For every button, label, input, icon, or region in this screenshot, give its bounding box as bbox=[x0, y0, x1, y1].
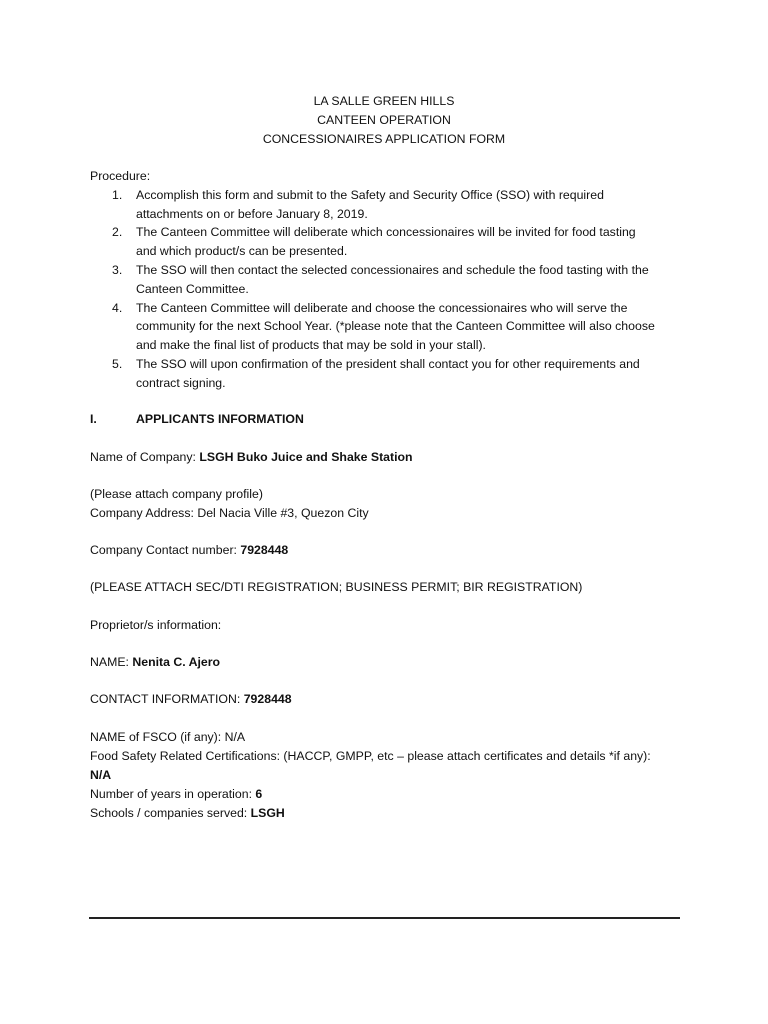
field-value: Nenita C. Ajero bbox=[132, 655, 221, 669]
procedure-item bbox=[90, 223, 690, 261]
item-text-line: The Canteen Committee will deliberate which concessionaires will be invited for food tasting bbox=[136, 225, 636, 240]
field-value: LSGH bbox=[250, 806, 285, 820]
company-name-field bbox=[90, 448, 690, 467]
years-operation-field bbox=[90, 785, 690, 804]
field-label: Name of Company: bbox=[90, 450, 200, 464]
item-text-line: The Canteen Committee will deliberate and choose the concessionaires who will serve the bbox=[136, 300, 628, 315]
item-number: 5. bbox=[112, 356, 123, 371]
proprietor-name-field bbox=[90, 653, 690, 672]
field-label: Food Safety Related Certifications: (HACCP, GMPP, etc – please attach certificates and details *if any): bbox=[90, 749, 651, 763]
item-text-line: attachments on or before January 8, 2019. bbox=[136, 206, 368, 221]
item-text-line: The SSO will then contact the selected concessionaires and schedule the food tasting with the bbox=[136, 262, 649, 277]
section-heading bbox=[90, 410, 690, 429]
item-text-line: community for the next School Year. (*please note that the Canteen Committee will also choose bbox=[136, 319, 655, 334]
procedure-item bbox=[90, 299, 690, 355]
attach-profile-note: (Please attach company profile) bbox=[90, 487, 263, 501]
field-value: N/A bbox=[224, 730, 246, 744]
field-label: CONTACT INFORMATION: bbox=[90, 692, 244, 706]
field-value: 6 bbox=[255, 787, 263, 801]
procedure-list bbox=[90, 186, 690, 393]
field-value: Del Nacia Ville #3, Quezon City bbox=[197, 506, 369, 520]
form-title: CONCESSIONAIRES APPLICATION FORM bbox=[262, 132, 506, 146]
procedure-item bbox=[90, 186, 690, 224]
fsco-field bbox=[90, 728, 690, 747]
company-address-field bbox=[90, 504, 690, 523]
field-label: NAME of FSCO (if any): bbox=[90, 730, 225, 744]
item-text-line: Canteen Committee. bbox=[136, 281, 249, 296]
footer-divider bbox=[89, 917, 680, 919]
item-number: 1. bbox=[112, 187, 123, 202]
field-value: 7928448 bbox=[243, 692, 292, 706]
field-label: Schools / companies served: bbox=[90, 806, 251, 820]
contact-information-field bbox=[90, 690, 690, 709]
item-text-line: The SSO will upon confirmation of the president shall contact you for other requirements and bbox=[136, 356, 640, 371]
item-text-line: and make the final list of products that may be sold in your stall). bbox=[136, 338, 486, 353]
field-label: Company Contact number: bbox=[90, 543, 241, 557]
company-contact-field bbox=[90, 541, 690, 560]
field-value: N/A bbox=[90, 767, 112, 782]
field-label: Number of years in operation: bbox=[90, 787, 256, 801]
field-label: NAME: bbox=[90, 655, 133, 669]
section-title: APPLICANTS INFORMATION bbox=[136, 412, 304, 426]
department-name: CANTEEN OPERATION bbox=[317, 113, 451, 127]
procedure-item bbox=[90, 261, 690, 299]
certifications-field bbox=[90, 747, 690, 785]
item-text-line: Accomplish this form and submit to the Safety and Security Office (SSO) with required bbox=[136, 187, 604, 202]
item-number: 4. bbox=[112, 300, 123, 315]
form-header bbox=[0, 92, 768, 149]
schools-served-field bbox=[90, 804, 690, 823]
procedure-title: Procedure: bbox=[90, 169, 151, 183]
school-name: LA SALLE GREEN HILLS bbox=[313, 94, 455, 108]
item-text-line: contract signing. bbox=[136, 375, 226, 390]
section-numeral: I. bbox=[90, 412, 97, 426]
attach-registration-note: (PLEASE ATTACH SEC/DTI REGISTRATION; BUSINESS PERMIT; BIR REGISTRATION) bbox=[90, 580, 583, 594]
procedure-section bbox=[90, 167, 690, 393]
field-label: Company Address: bbox=[90, 506, 198, 520]
item-number: 2. bbox=[112, 225, 123, 240]
field-value: 7928448 bbox=[240, 543, 289, 557]
procedure-item bbox=[90, 355, 690, 393]
item-number: 3. bbox=[112, 262, 123, 277]
proprietor-heading: Proprietor/s information: bbox=[90, 618, 222, 632]
field-value: LSGH Buko Juice and Shake Station bbox=[199, 450, 413, 464]
item-text-line: and which product/s can be presented. bbox=[136, 244, 348, 259]
